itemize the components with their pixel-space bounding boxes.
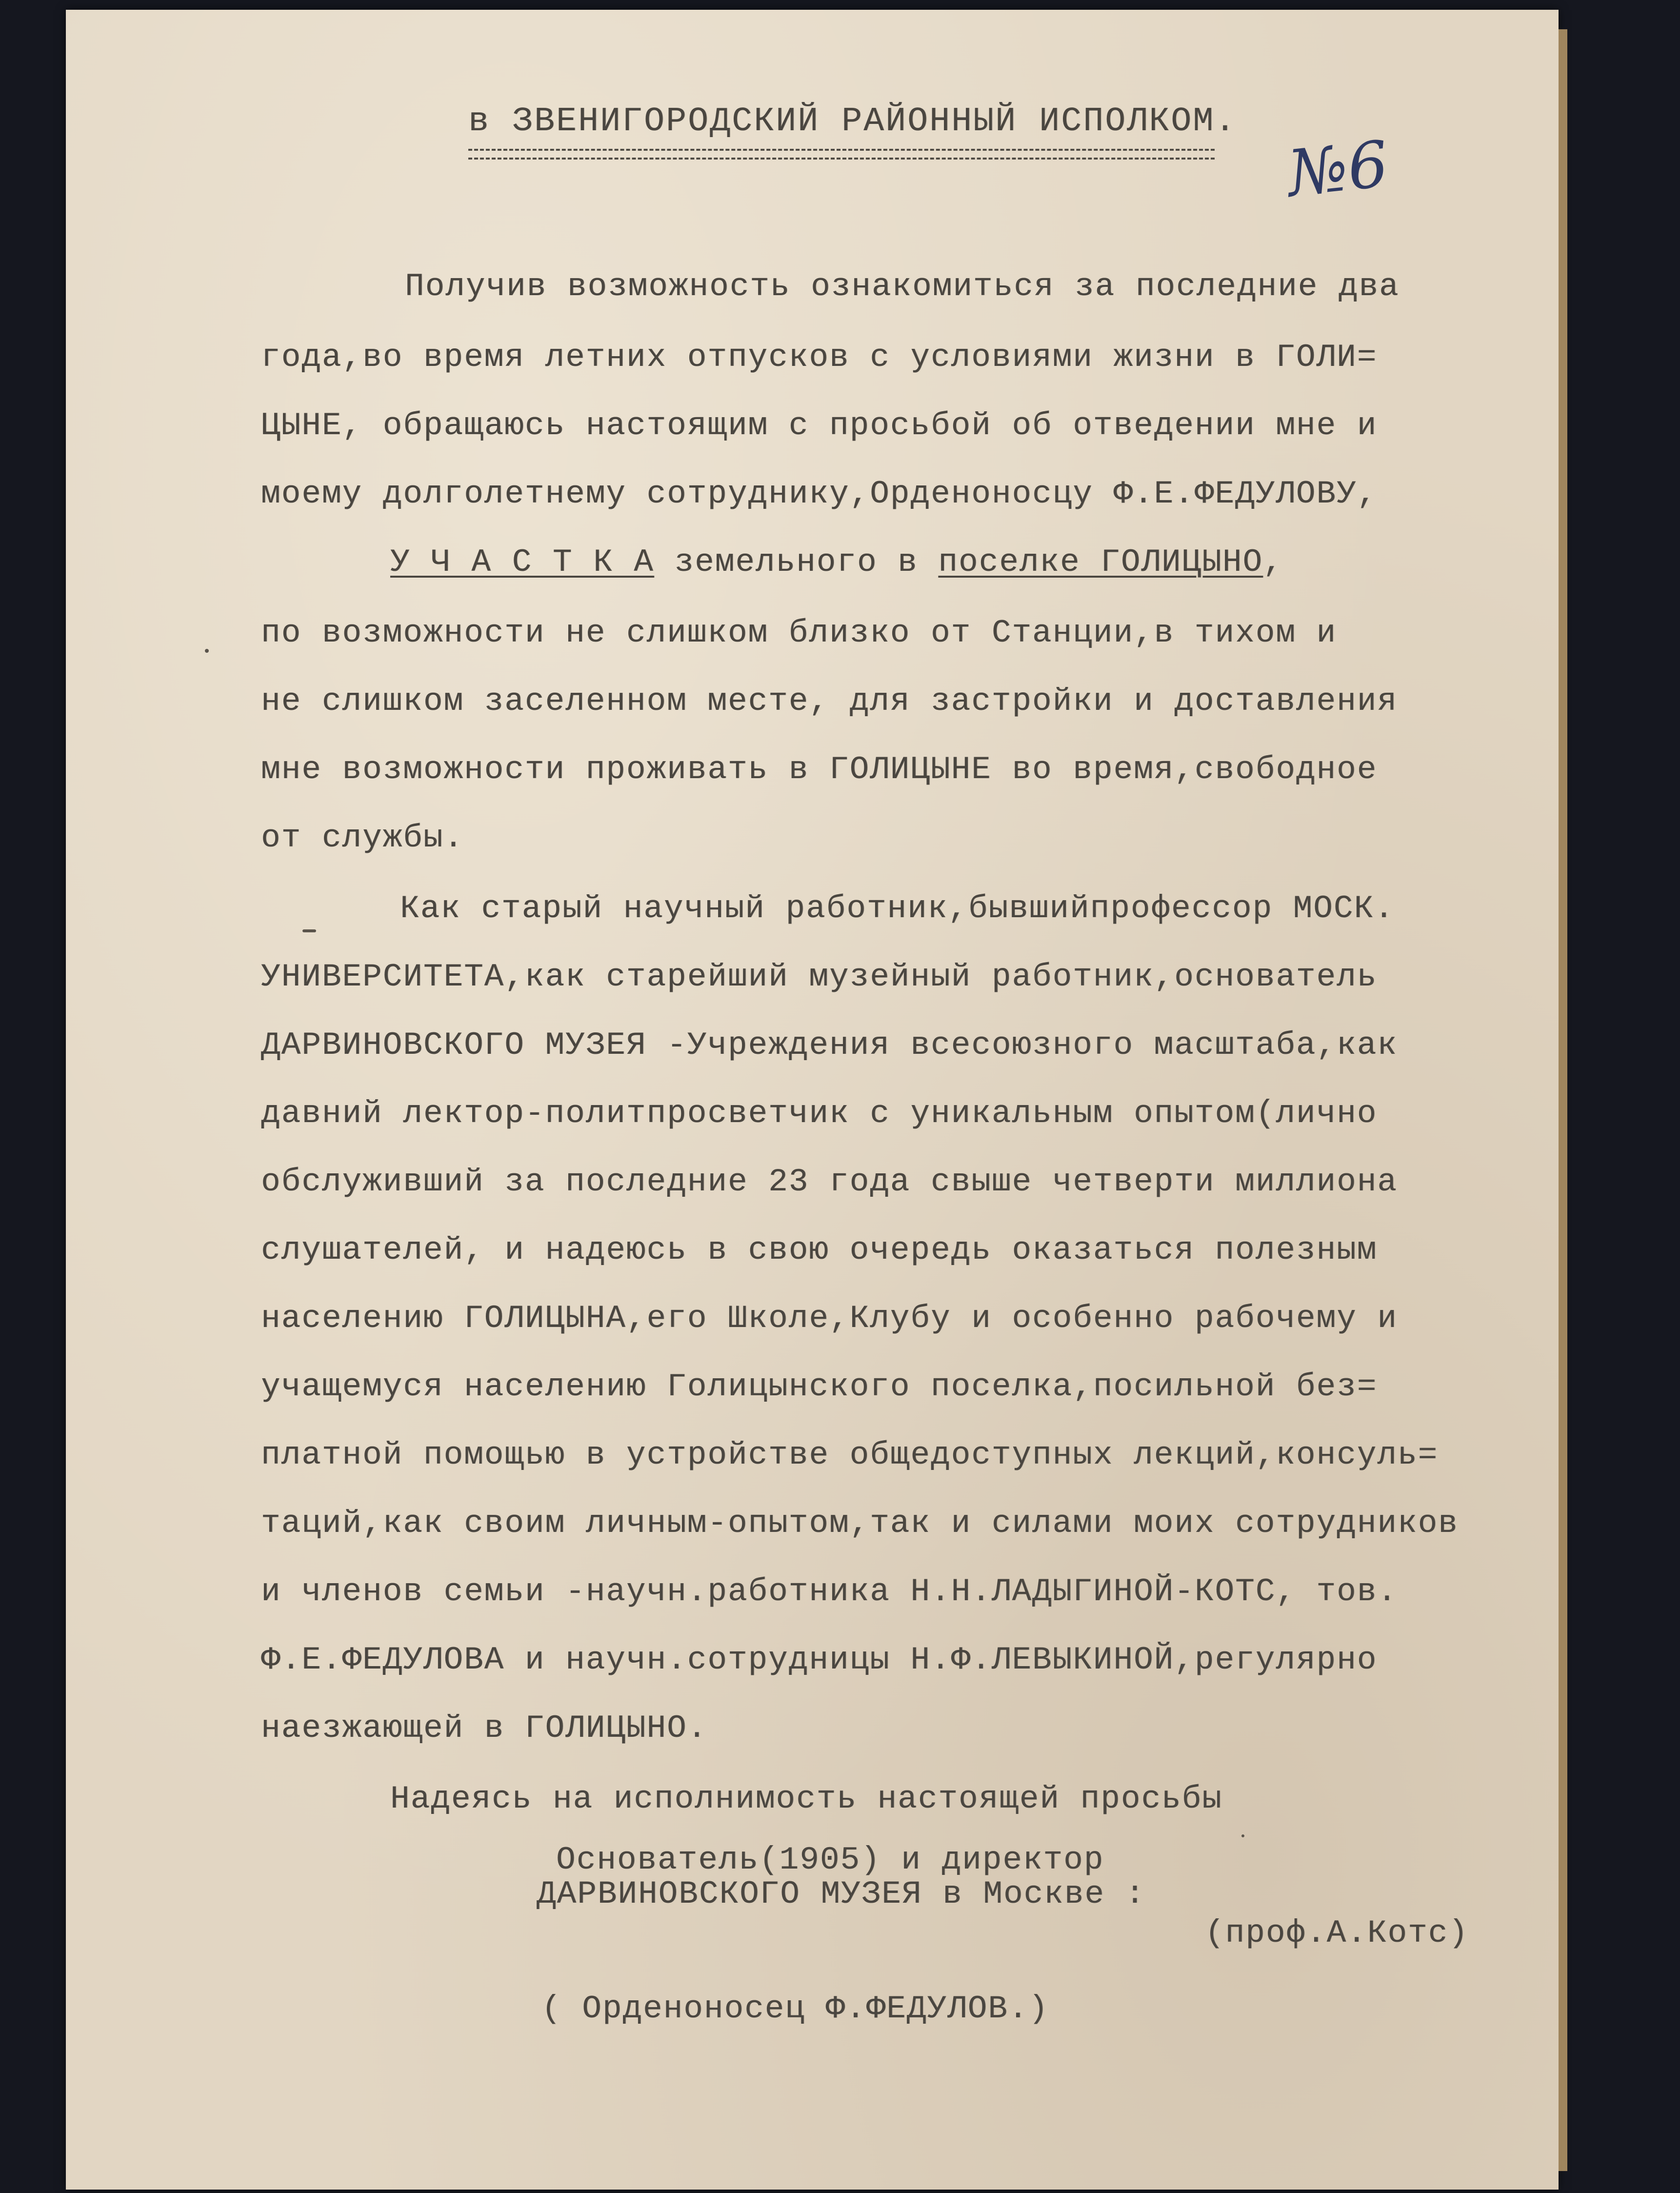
signature-title-line-2: ДАРВИНОВСКОГО МУЗЕЯ в Москве : [537, 1876, 1146, 1912]
paper-edge [1559, 29, 1567, 2171]
text-line-7: не слишком заселенном месте, для застройки и доставления [261, 683, 1398, 720]
request-line [390, 546, 1283, 579]
document-heading: в ЗВЕНИГОРОДСКИЙ РАЙОННЫЙ ИСПОЛКОМ. [468, 102, 1237, 141]
request-tail: , [1263, 544, 1283, 581]
text-line-9: от службы. [261, 820, 464, 856]
text-line-16: населению ГОЛИЦЫНА,его Школе,Клубу и особенно рабочему и [261, 1300, 1398, 1337]
text-line-15: слушателей, и надеюсь в свою очередь оказаться полезным [261, 1232, 1378, 1268]
paper-speck [205, 649, 209, 653]
text-line-17: учащемуся населению Голицынского поселка,посильной без= [261, 1368, 1378, 1405]
text-line-14: обслуживший за последние 23 года свыше четверти миллиона [261, 1164, 1398, 1200]
signature-title-line-1: Основатель(1905) и директор [556, 1842, 1104, 1878]
text-line-1: Получив возможность ознакомиться за последние два [405, 268, 1400, 305]
text-line-19: таций,как своим личным-опытом,так и силами моих сотрудников [261, 1505, 1459, 1542]
paper-speck [1241, 1834, 1244, 1837]
paper-speck [302, 929, 316, 932]
handwritten-document-number: №6 [1284, 126, 1392, 211]
cosigner-line: ( Орденоносец Ф.ФЕДУЛОВ.) [541, 1991, 1049, 2027]
text-line-21: Ф.Е.ФЕДУЛОВА и научн.сотрудницы Н.Ф.ЛЕВЫКИНОЙ,регулярно [261, 1642, 1378, 1678]
text-line-12: ДАРВИНОВСКОГО МУЗЕЯ -Учреждения всесоюзного масштаба,как [261, 1027, 1398, 1064]
text-line-18: платной помощью в устройстве общедоступных лекций,консуль= [261, 1437, 1439, 1473]
text-line-13: давний лектор-политпросветчик с уникальным опытом(лично [261, 1095, 1378, 1132]
request-middle: земельного в [654, 544, 939, 581]
heading-double-underline [468, 149, 1215, 160]
request-place: поселке ГОЛИЦЫНО [938, 544, 1263, 581]
text-line-20: и членов семьи -научн.работника Н.Н.ЛАДЫГИНОЙ-КОТС, тов. [261, 1573, 1398, 1610]
text-line-6: по возможности не слишком близко от Станции,в тихом и [261, 615, 1337, 651]
text-line-4: моему долголетнему сотруднику,Орденоносцу Ф.Е.ФЕДУЛОВУ, [261, 476, 1378, 512]
closing-line: Надеясь на исполнимость настоящей просьбы [390, 1781, 1222, 1817]
text-line-2: года,во время летних отпусков с условиями жизни в ГОЛИ= [261, 339, 1378, 376]
signature-name: (проф.А.Котс) [1205, 1915, 1469, 1952]
request-subject: У Ч А С Т К А [390, 544, 654, 581]
text-line-3: ЦЫНЕ, обращаюсь настоящим с просьбой об отведении мне и [261, 407, 1378, 444]
text-line-22: наезжающей в ГОЛИЦЫНО. [261, 1710, 708, 1747]
text-line-8: мне возможности проживать в ГОЛИЦЫНЕ во время,свободное [261, 751, 1378, 788]
text-line-11: УНИВЕРСИТЕТА,как старейший музейный работник,основатель [261, 959, 1378, 995]
text-line-10: Как старый научный работник,бывшийпрофессор МОСК. [400, 890, 1395, 927]
